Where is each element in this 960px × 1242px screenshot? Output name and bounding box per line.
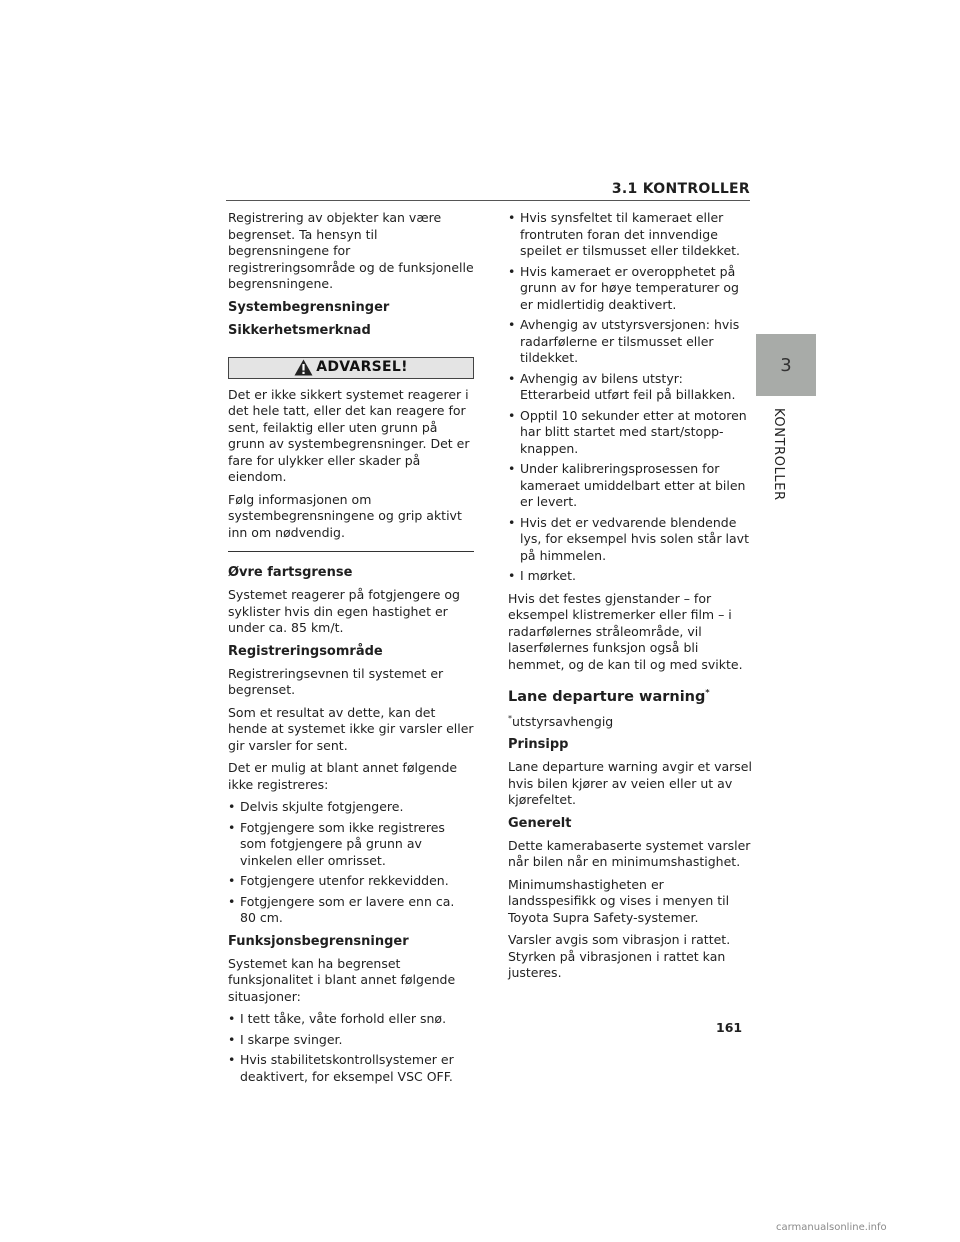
list-item: • Avhengig av utstyrsversjonen: hvis radarfølerne er tilsmusset eller tildekket. — [508, 317, 740, 365]
function-paragraph: Systemet kan ha begrenset funksjonalitet i blant annet følgende situasjoner: — [228, 955, 456, 1004]
chapter-number: 3 — [780, 354, 792, 376]
heading-general: Generelt — [508, 815, 572, 831]
continued-list — [508, 210, 754, 585]
left-column — [228, 210, 474, 1091]
warning-triangle-icon — [294, 359, 313, 376]
area-list — [228, 799, 474, 927]
warning-paragraph: Det er ikke sikkert systemet reagerer i det hele tatt, eller det kan reagere for sent, feilaktig eller uten grunn på grunn av systembegrensninger. Det er fare for ulykker eller skader på eiendom. — [228, 386, 470, 484]
warning-paragraph: Følg informasjonen om systembegrensningene og grip aktivt inn om nødvendig. — [228, 491, 462, 540]
function-list — [228, 1011, 474, 1085]
list-item: • Hvis kameraet er overopphetet på grunn av for høye temperaturer og er midlertidig deaktivert. — [508, 263, 739, 312]
right-column — [508, 210, 754, 988]
heading-principle: Prinsipp — [508, 737, 569, 753]
equipment-note: *utstyrsavhengig — [508, 713, 614, 729]
list-item: • Avhengig av bilens utstyr: Etterarbeid utført feil på billakken. — [508, 370, 736, 402]
area-paragraph: Som et resultat av dette, kan det hende at systemet ikke gir varsler eller gir varsler for sent. — [228, 704, 474, 753]
area-paragraph: Det er mulig at blant annet følgende ikke registreres: — [228, 760, 458, 792]
list-item: • Fotgjengere som ikke registreres som fotgjengere på grunn av vinkelen eller omrisset. — [228, 819, 445, 868]
list-item: • I tett tåke, våte forhold eller snø. — [228, 1011, 447, 1026]
list-item: • Fotgjengere utenfor rekkevidden. — [228, 873, 449, 888]
page-number: 161 — [716, 1020, 743, 1035]
general-paragraph: Dette kamerabaserte systemet varsler når bilen når en minimumshastighet. — [508, 837, 751, 870]
chapter-tab — [756, 334, 816, 396]
chapter-label: KONTROLLER — [771, 408, 786, 501]
warning-header — [228, 357, 474, 379]
heading-safety-note: Sikkerhetsmerknad — [228, 322, 371, 338]
list-item: • Opptil 10 sekunder etter at motoren har blitt startet med start/stopp-knappen. — [508, 407, 747, 456]
general-paragraph: Varsler avgis som vibrasjon i rattet. Styrken på vibrasjonen i rattet kan justeres. — [508, 932, 731, 981]
list-item: • Under kalibreringsprosessen for kameraet umiddelbart etter at bilen er levert. — [508, 461, 746, 509]
warning-box — [228, 357, 474, 553]
heading-function-limits: Funksjonsbegrensninger — [228, 933, 409, 949]
area-paragraph: Registreringsevnen til systemet er begrenset. — [228, 665, 444, 697]
speed-paragraph: Systemet reagerer på fotgjengere og syklister hvis din egen hastighet er under ca. 85 km/t. — [228, 587, 460, 635]
running-header — [226, 178, 750, 201]
heading-system-limits: Systembegrensninger — [228, 299, 390, 315]
list-item: • Hvis stabilitetskontrollsystemer er deaktivert, for eksempel VSC OFF. — [228, 1052, 454, 1084]
heading-lane-departure: Lane departure warning* — [508, 688, 710, 705]
list-item: • I skarpe svinger. — [228, 1031, 343, 1047]
list-item: • Hvis synsfeltet til kameraet eller frontruten foran det innvendige speilet er tilsmusset eller tildekket. — [508, 210, 741, 258]
watermark: carmanualsonline.info — [776, 1222, 887, 1233]
list-item: • I mørket. — [508, 568, 576, 583]
intro-paragraph: Registrering av objekter kan være begrenset. Ta hensyn til begrensningene for registreringsområde og de funksjonelle begrensningene. — [228, 210, 474, 291]
general-paragraph: Minimumshastigheten er landsspesifikk og vises i menyen til Toyota Supra Safety-systemer. — [508, 876, 730, 925]
principle-paragraph: Lane departure warning avgir et varsel hvis bilen kjører av veien eller ut av kjørefeltet. — [508, 759, 752, 808]
heading-detection-area: Registreringsområde — [228, 643, 383, 659]
section-title: 3.1 KONTROLLER — [611, 181, 750, 197]
warning-title: ADVARSEL! — [316, 359, 408, 376]
list-item: • Hvis det er vedvarende blendende lys, for eksempel hvis solen står lavt på himmelen. — [508, 514, 749, 563]
sticker-paragraph: Hvis det festes gjenstander – for eksempel klistremerker eller film – i radarfølernes stråleområde, vil laserfølernes funksjon også bli hemmet, og de kan til og med svikte. — [508, 590, 743, 672]
list-item: • Delvis skjulte fotgjengere. — [228, 799, 404, 814]
list-item: • Fotgjengere som er lavere enn ca. 80 cm. — [228, 893, 455, 925]
heading-speed-limit: Øvre fartsgrense — [228, 565, 353, 580]
